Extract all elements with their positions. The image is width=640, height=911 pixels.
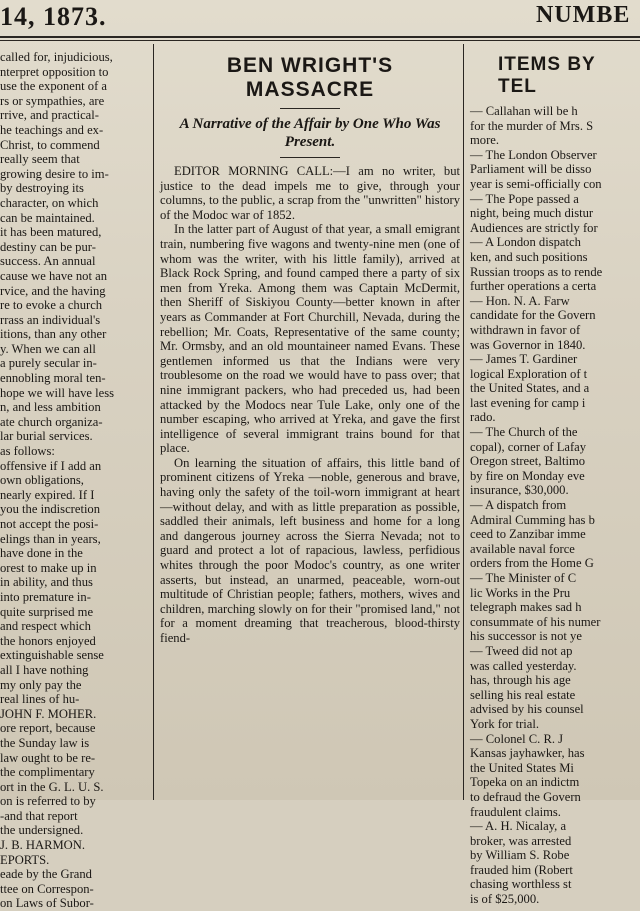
masthead-number: NUMBE: [536, 2, 631, 28]
text-line: elings than in years,: [0, 531, 101, 546]
items-headline: ITEMS BY TEL: [498, 54, 596, 97]
text-line: use the exponent of a: [0, 79, 108, 94]
text-line: rs or sympathies, are: [0, 93, 105, 108]
text-line: it has been matured,: [0, 225, 102, 240]
text-line: by fire on Monday eve: [470, 468, 585, 483]
text-line: on is referred to by: [0, 794, 96, 809]
text-line: can be maintained.: [0, 210, 95, 225]
text-line: selling his real estate: [470, 687, 576, 702]
text-line: quite surprised me: [0, 604, 94, 619]
text-line: York for trial.: [470, 716, 540, 731]
text-line: Kansas jayhawker, has: [470, 746, 585, 761]
text-line: lic Works in the Pru: [470, 585, 571, 600]
text-line: advised by his counsel: [470, 702, 584, 717]
article-subhead: A Narrative of the Affair by One Who Was Present.: [179, 116, 441, 150]
text-line: rrive, and practical-: [0, 108, 99, 123]
text-line: the United States, and a: [470, 381, 590, 396]
text-line: the undersigned.: [0, 823, 84, 838]
text-line: growing desire to im-: [0, 166, 109, 181]
column-divider-right: [463, 44, 464, 800]
text-line: really seem that: [0, 152, 80, 167]
masthead-date: 14, 1873.: [0, 2, 107, 31]
text-line: the United States Mi: [470, 760, 574, 775]
text-line: my only pay the: [0, 677, 82, 692]
article-paragraph: On learning the situation of affairs, this little band of prominent citizens of Yreka —noble, generous and brave, having only the safety of the toil-worn immigrant at heart—without delay, and with as little preparation as possible, saddled their animals, left business and home for a long and dangerous journey across the Sierra Nevada; not to guard and protect a lot of rapacious, lawless, perfidious whites through the poor Modoc's country, as one writer asserts, but instead, an unarmed, peaceable, worn-out multitude of Christian people; fathers, mothers, wives and children, marching slowly on for their "promised land," not for a moment dreaming that treacherous, blood-thirsty fiend-: [160, 455, 460, 645]
text-line: offensive if I add an: [0, 458, 102, 473]
text-line: have done in the: [0, 546, 83, 561]
text-line: to defraud the Govern: [470, 789, 581, 804]
text-line: copal), corner of Lafay: [470, 439, 587, 454]
masthead: [0, 0, 640, 38]
text-line: nearly expired. If I: [0, 487, 95, 502]
text-line: available naval force: [470, 541, 575, 556]
text-line: — The Minister of C: [470, 571, 577, 585]
article-paragraph: EDITOR MORNING CALL:—I am no writer, but justice to the dead impels me to give, through your columns, to the public, a scrap from the "unwritten" history of the Modoc war of 1852.: [160, 164, 460, 222]
text-line: — A dispatch from: [470, 498, 567, 513]
text-line: — James T. Gardiner: [470, 352, 578, 367]
text-line: and respect which: [0, 619, 91, 634]
text-line: cause we have not an: [0, 268, 107, 283]
text-line: broker, was arrested: [470, 833, 572, 848]
text-line: withdrawn in favor of: [470, 322, 581, 337]
text-line: Admiral Cumming has b: [470, 512, 595, 527]
text-line: J. B. HARMON.: [0, 838, 86, 853]
text-line: ceed to Zanzibar imme: [470, 527, 586, 542]
article-body: [160, 164, 460, 646]
text-line: re to evoke a church: [0, 298, 103, 313]
text-line: ken, and such positions: [470, 249, 588, 264]
text-line: — Callahan will be h: [470, 104, 578, 118]
text-line: last evening for camp i: [470, 395, 586, 410]
text-line: eade by the Grand: [0, 867, 92, 882]
text-line: for the murder of Mrs. S: [470, 118, 594, 133]
text-line: year is semi-officially con: [470, 176, 602, 191]
text-line: logical Exploration of t: [470, 366, 588, 381]
text-line: — The Church of the: [470, 425, 578, 440]
subhead-rule: [280, 157, 340, 158]
text-line: Audiences are strictly for: [470, 220, 598, 235]
text-line: real lines of hu-: [0, 692, 80, 707]
text-line: rrass an individual's: [0, 312, 101, 327]
text-line: has, through his age: [470, 673, 571, 688]
text-line: is of $25,000.: [470, 892, 540, 907]
text-line: candidate for the Govern: [470, 308, 596, 323]
text-line: — Hon. N. A. Farw: [470, 293, 570, 308]
text-line: orders from the Home G: [470, 556, 594, 571]
text-line: more.: [470, 133, 500, 148]
text-line: y. When we can all: [0, 341, 96, 356]
text-line: law ought to be re-: [0, 750, 96, 765]
right-column: [470, 50, 640, 907]
text-line: was called yesterday.: [470, 658, 577, 673]
text-line: — The Pope passed a: [470, 191, 579, 206]
text-line: chasing worthless st: [470, 877, 572, 892]
text-line: not accept the posi-: [0, 517, 99, 531]
text-line: called for, injudicious,: [0, 50, 113, 64]
column-divider-left: [153, 44, 154, 800]
text-line: ate church organiza-: [0, 414, 103, 429]
text-line: in ability, and thus: [0, 575, 93, 590]
left-column: [0, 50, 150, 911]
text-line: itions, than any other: [0, 327, 107, 342]
text-line: telegraph makes sad h: [470, 600, 582, 615]
items-list: [470, 104, 640, 907]
text-line: rvice, and the having: [0, 283, 106, 298]
center-column: [160, 50, 460, 800]
text-line: Russian troops as to rende: [470, 264, 603, 279]
text-line: — The London Observer: [470, 147, 597, 162]
text-line: lar burial services.: [0, 429, 93, 444]
text-line: — Colonel C. R. J: [470, 731, 564, 746]
text-line: Christ, to commend: [0, 137, 100, 152]
text-line: insurance, $30,000.: [470, 483, 569, 498]
text-line: all I have nothing: [0, 662, 89, 677]
article-headline: BEN WRIGHT'S MASSACRE: [226, 54, 394, 101]
text-line: hope we will have less: [0, 385, 115, 400]
text-line: Oregon street, Baltimo: [470, 454, 586, 469]
headline-rule: [280, 108, 340, 109]
text-line: — Tweed did not ap: [470, 643, 573, 658]
text-line: he teachings and ex-: [0, 122, 104, 137]
text-line: ore report, because: [0, 721, 96, 736]
text-line: rado.: [470, 410, 496, 425]
text-line: EPORTS.: [0, 852, 50, 867]
text-line: you the indiscretion: [0, 502, 101, 517]
text-line: into premature in-: [0, 589, 91, 604]
text-line: night, being much distur: [470, 206, 594, 221]
text-line: a purely secular in-: [0, 356, 97, 371]
text-line: frauded him (Robert: [470, 862, 573, 877]
text-line: Topeka on an indictm: [470, 775, 580, 790]
text-line: own obligations,: [0, 473, 84, 488]
text-line: was Governor in 1840.: [470, 337, 586, 352]
text-line: by destroying its: [0, 181, 84, 196]
text-line: ort in the G. L. U. S.: [0, 779, 104, 794]
text-line: consummate of his numer: [470, 614, 601, 629]
text-line: JOHN F. MOHER.: [0, 706, 97, 721]
text-line: destiny can be pur-: [0, 239, 96, 254]
text-line: ttee on Correspon-: [0, 881, 94, 896]
text-line: — A. H. Nicalay, a: [470, 819, 567, 834]
text-line: nterpret opposition to: [0, 64, 109, 79]
text-line: further operations a certa: [470, 279, 597, 294]
article-paragraph: In the latter part of August of that year, a small emigrant train, numbering five wagons and twenty-nine men (one of whom was the writer, with his little family), arrived at Black Rock Spring, and found camped there a party of six men from Yreka. Among them was Captain McDermit, then Sheriff of Siskiyou County—better known in after years as Commander at Fort Churchill, Nevada, during the rebellion; Mr. Coats, Representative of the same county; Mr. Ormsby, and an old mountaineer named Evans. These gentlemen informed us that the Indians were very troublesome on the road we would have to pass over; that nine immigrant packers, who had preceded us, had been attacked by the Modocs near Tule Lake, only one of the number escaping, who arrived at Yreka, and gave the first intelligence of several immigrant trains bound for that place.: [160, 222, 460, 456]
text-line: fraudulent claims.: [470, 804, 561, 819]
text-line: the honors enjoyed: [0, 633, 96, 648]
text-line: n, and less ambition: [0, 400, 101, 415]
text-line: -and that report: [0, 808, 78, 823]
text-line: — A London dispatch: [470, 235, 581, 250]
text-line: success. An annual: [0, 254, 96, 269]
text-line: as follows:: [0, 444, 55, 459]
text-line: by William S. Robe: [470, 848, 570, 863]
text-line: on Laws of Subor-: [0, 896, 94, 911]
text-line: orest to make up in: [0, 560, 97, 575]
text-line: the Sunday law is: [0, 735, 90, 750]
text-line: his successor is not ye: [470, 629, 582, 644]
text-line: extinguishable sense: [0, 648, 104, 663]
text-line: Parliament will be disso: [470, 162, 592, 177]
text-line: character, on which: [0, 195, 99, 210]
text-line: the complimentary: [0, 765, 95, 780]
masthead-rule: [0, 40, 640, 41]
text-line: ennobling moral ten-: [0, 371, 106, 386]
